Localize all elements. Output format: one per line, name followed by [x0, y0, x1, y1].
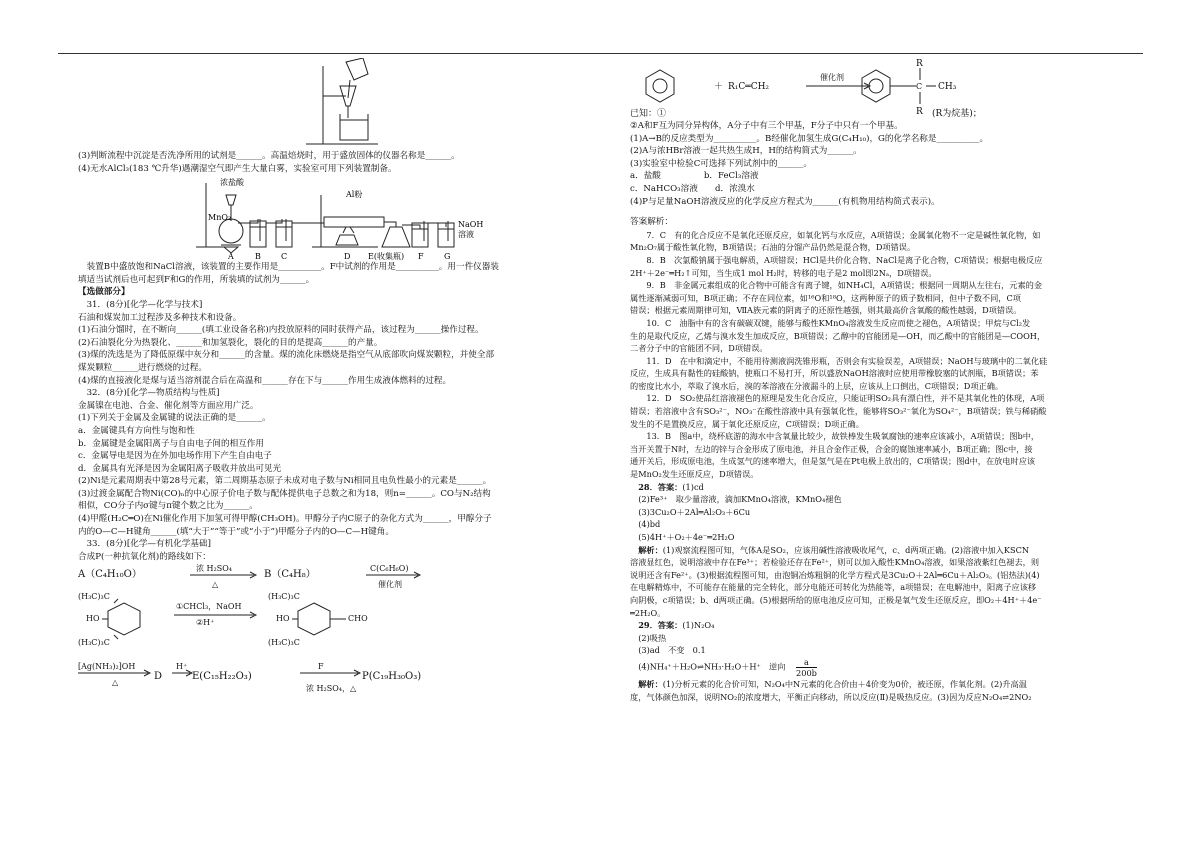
condition-conc-h2so4-heat: 浓 H₂SO₄，△: [306, 684, 357, 694]
analysis-28-line: ═2H₂O。: [630, 607, 666, 618]
answer-line: 8．B 次氯酸钠属于强电解质，A项错误；HCl是共价化合物、NaCl是离子化合物，C项错误；根据电极反应: [630, 254, 1043, 265]
answer-29-item: (3)ad 不变 0.1: [638, 645, 706, 656]
reagent-chcl3: ①CHCl₃，NaOH: [176, 602, 242, 612]
alcl3-apparatus-figure: [78, 175, 558, 261]
reagent-h-plus-2: H⁺: [176, 662, 188, 672]
answer-line: 的密度比水小，萃取了溴水后，溴的苯溶液在分液漏斗的上层，应该从上口倒出，C项错误；D项正确。: [630, 380, 1004, 391]
analysis-28-line: 在电解精炼中，不可能存在能量的完全转化，部分电能还可转化为热能等，a项错误；在电解池中，阳离子应该移: [630, 582, 1037, 593]
q33-part: a．盐酸 b．FeCl₃溶液: [630, 171, 759, 182]
apparatus-letter-a: A: [228, 252, 234, 262]
conc-hcl-label: 浓盐酸: [220, 178, 244, 188]
elective-heading: 【选做部分】: [78, 287, 130, 298]
methyl-group: CH₃: [938, 82, 957, 92]
left-column: [78, 58, 578, 703]
answer-28-label: 28．答案：: [638, 481, 683, 492]
q31-line: (4)煤的直接液化是煤与适当溶剂混合后在高温和______存在下与______作用生成液体燃料的过程。: [78, 375, 452, 386]
answer-line: 当开关置于N时，左边的锌与合金形成了原电池，并且合金作正极，合金的腐蚀速率减小，B项正确；图c中，接: [630, 443, 1033, 454]
tbu-group: (H₃C)₃C: [268, 592, 300, 602]
answer-line: 二者分子中的官能团不同，D项错误。: [630, 343, 768, 354]
answer-28-item: (4)bd: [638, 519, 661, 530]
q31-line: 31．(8分)[化学—化学与技术]: [86, 299, 203, 310]
analysis-29-line: 度，气体颜色加深，说明NO₂的浓度增大，平衡正向移动，所以反应(Ⅱ)是吸热反应。(3)因为反应N₂O₄⇌2NO₂: [630, 691, 1032, 702]
answer-line: 发生的不是置换反应，属于氧化还原反应，C项错误；D项正确。: [630, 418, 864, 429]
fraction-numerator: a: [796, 657, 817, 668]
answer-line: 13．B 图a中，绕杯底游的海水中含氧量比较少，故铁棒发生吸氧腐蚀的速率应该减小，A项错误；图b中，: [630, 431, 1040, 442]
q32-line: d．金属具有光泽是因为金属阳离子吸收并放出可见光: [78, 463, 282, 474]
apparatus-letter-f: F: [418, 252, 424, 262]
analysis-28-line: (1)观察流程图可知，气体A是SO₂，应该用碱性溶液吸收尾气，c、d两项正确。(2)溶液中加入KSCN: [662, 544, 1030, 555]
q30-line-4: (4)无水AlCl₃(183 ℃升华)遇潮湿空气即产生大量白雾，实验室可用下列装置制备。: [78, 163, 397, 174]
answer-28-item: (1)cd: [682, 481, 704, 492]
condition-heat: △: [112, 678, 119, 688]
q32-line: 32．(8分)[化学—物质结构与性质]: [86, 388, 220, 399]
answer-line: 是MnO₂发生还原反应，D项错误。: [630, 469, 759, 480]
cho-group: CHO: [348, 614, 368, 624]
analysis-29-line: (1)分析元素的化合价可知，N₂O₄中N元素的化合价由＋4价变为0价，被还原，作氧化剂。(2)升高温: [662, 678, 1027, 689]
analysis-28-label: 解析：: [638, 544, 663, 555]
q33-line: 合成P(一种抗氧化剂)的路线如下：: [78, 551, 211, 562]
q31-line: (3)煤的洗选是为了降低原煤中灰分和______的含量。煤的流化床燃烧是指空气从底部吹向煤炭颗粒，并使全部: [78, 350, 495, 361]
reagent-tollens: [Ag(NH₃)₂]OH: [78, 662, 136, 672]
ho-group: HO: [86, 614, 100, 624]
header-rule: [58, 53, 1143, 54]
q33-part: (3)实验室中检验C可选择下列试剂中的______。: [630, 158, 813, 169]
answer-29-label: 29．答案：: [638, 620, 683, 631]
apparatus-letter-g: G: [444, 252, 451, 262]
reagent-conc-h2so4: 浓 H₂SO₄: [196, 564, 232, 574]
q31-line: (2)石油裂化分为热裂化、______和加氢裂化，裂化的目的是提高______的产量。: [78, 337, 383, 348]
alkene-reagent: R₁C═CH₂: [728, 82, 770, 92]
q32-line: (2)Ni是元素周期表中第28号元素，第二周期基态原子未成对电子数与Ni相同且电负性最小的元素是______。: [78, 476, 492, 487]
tbu-group: (H₃C)₃C: [78, 638, 110, 648]
compound-a: A（C₄H₁₀O）: [78, 569, 142, 581]
known-reaction-scheme: [630, 58, 1150, 120]
reagent-f: F: [318, 662, 324, 672]
synthesis-scheme: [78, 563, 558, 703]
condition-heat: △: [212, 580, 219, 590]
r-note: (R为烷基)；: [932, 109, 982, 119]
answer-line: 12．D SO₂使品红溶液褪色的原理是发生化合反应，只能证明SO₂具有漂白性，并不是其氧化性的体现，A项: [630, 393, 1045, 404]
al-powder-label: Al粉: [346, 190, 363, 200]
known-catalyst: 催化剂: [820, 73, 844, 82]
reagent-catalyst: 催化剂: [378, 580, 402, 590]
q32-line: (3)过渡金属配合物Ni(CO)ₙ的中心原子价电子数与配体提供电子总数之和为18，则n=______。CO与N₂结构: [78, 488, 491, 499]
answer-line: 7．C 有的化合反应不是氧化还原反应，如氧化钙与水反应，A项错误；金属氧化物不一定是碱性氧化物，如: [630, 229, 1041, 240]
filtration-apparatus-figure: [78, 58, 558, 150]
solution-label: 溶液: [458, 230, 474, 240]
answer-line: 错误；若溶液中含有SO₃²⁻，NO₃⁻在酸性溶液中具有强氧化性，能够将SO₃²⁻氧化为SO₄²⁻，B项错误；铁与稀硝酸: [630, 406, 1047, 417]
q33-part: (1)A→B的反应类型为__________。B经催化加氢生成G(C₄H₁₀)，G的化学名称是__________。: [630, 133, 989, 144]
q30-line-3: (3)判断流程中沉淀是否洗净所用的试剂是______。高温焙烧时，用于盛放固体的仪器名称是______。: [78, 151, 460, 161]
answer-line: 10．C 油脂中有的含有碳碳双键，能够与酸性KMnO₄溶液发生反应而使之褪色，A项错误；甲烷与Cl₂发: [630, 317, 1031, 328]
fraction-denominator: 200b: [796, 667, 817, 678]
analysis-28-line: 溶液显红色，说明溶液中存在Fe³⁺；若检验还存在Fe²⁺，则可以加入酸性KMnO₄溶液，如果溶液紫红色褪去，则: [630, 557, 1040, 568]
svg-text:C: C: [916, 82, 923, 91]
ho-group: HO: [276, 614, 290, 624]
answer-28-item: (5)4H⁺＋O₂＋4e⁻═2H₂O: [638, 532, 735, 542]
apparatus-letter-c: C: [281, 252, 288, 262]
q33-part: (4)P与足量NaOH溶液反应的化学反应方程式为______(有机物用结构简式表示)。: [630, 196, 940, 207]
q33-part: (2)A与浓HBr溶液一起共热生成H，H的结构简式为______。: [630, 146, 862, 157]
answer-line: 错误；根据元素周期律可知，ⅦA族元素的阴离子的还原性越强，则其最高价含氧酸的酸性越弱，D项错误。: [630, 305, 1022, 316]
answer-line: 属性逐渐减弱可知，B项正确；不存在同位素，如¹⁶O和¹⁸O，这两种原子的质子数相同，但中子数不同，C项: [630, 292, 1021, 303]
answer-line: Mn₂O₇属于酸性氧化物，B项错误；石油的分馏产品仍然是混合物，D项错误。: [630, 242, 916, 253]
mno2-label: MnO₂: [208, 213, 232, 223]
q32-line: (1)下列关于金属及金属键的说法正确的是______。: [78, 413, 271, 424]
q32-line: 内的O—C—H键角______(填“大于”“等于”或“小于”)甲醛分子内的O—C—H键角。: [78, 526, 394, 537]
q31-line: 石油和煤炭加工过程涉及多种技术和设备。: [78, 312, 242, 323]
answer-29-item: (2)吸热: [638, 632, 667, 643]
analysis-28-line: 向阴极，c项错误；b、d两项正确。(5)根据所给的原电池反应可知，正极是氧气发生还原反应，即O₂＋4H⁺＋4e⁻: [630, 594, 1042, 605]
answer-28-item: (3)3Cu₂O＋2Al═Al₂O₃＋6Cu: [638, 506, 751, 517]
q32-line: a．金属键具有方向性与饱和性: [78, 425, 195, 436]
analysis-28-line: 说明还含有Fe²⁺。(3)根据流程图可知，由泡铜冶炼粗铜的化学方程式是3Cu₂O＋2Al═6Cu＋Al₂O₃。(铝热法)(4): [630, 569, 1040, 580]
apparatus-letter-e: E(收集瓶): [368, 252, 405, 262]
q33-part: ②A和F互为同分异构体，A分子中有三个甲基，F分子中只有一个甲基。: [630, 121, 903, 131]
compound-d: D: [154, 671, 163, 683]
answer-29-item: (1)N₂O₄: [682, 620, 715, 631]
q30-tail-2: 填适当试剂后也可起到F和G的作用，所装填的试剂为______。: [78, 274, 315, 285]
reagent-h-plus: ②H⁺: [196, 618, 215, 628]
r-group-top: R: [916, 59, 923, 69]
apparatus-letter-d: D: [344, 252, 351, 262]
compound-p: P(C₁₉H₃₀O₃): [362, 671, 422, 683]
q32-line: 金属镍在电池、合金、催化剂等方面应用广泛。: [78, 400, 259, 411]
q31-line: 煤炭颗粒______进行燃烧的过程。: [78, 362, 207, 373]
right-column: [630, 58, 1150, 703]
q31-line: (1)石油分馏时，在不断向______(填工业设备名称)内投放原料的同时获得产品，该过程为______操作过程。: [78, 325, 484, 336]
answer-29-item: (4)NH₄⁺＋H₂O⇌NH₃·H₂O＋H⁺ 逆向: [638, 661, 786, 672]
q32-line: c．金属导电是因为在外加电场作用下产生自由电子: [78, 451, 272, 462]
apparatus-letter-b: B: [255, 252, 261, 262]
reagent-c: C(C₆H₆O): [370, 564, 409, 574]
q30-tail-1: 装置B中盛放饱和NaCl溶液，该装置的主要作用是__________。F中试剂的作用是__________。用一件仪器装: [86, 262, 499, 273]
naoh-label: NaOH: [458, 220, 484, 230]
compound-b: B（C₄H₈）: [264, 569, 316, 581]
answer-heading: 答案解析：: [630, 217, 673, 228]
q32-line: b．金属键是金属阳离子与自由电子间的相互作用: [78, 438, 264, 449]
answer-line: 通开关后，形成原电池，生成氢气的速率增大，但是氢气是在Pt电极上放出的，C项错误；图d中，在放电时应该: [630, 456, 1036, 467]
answer-line: 反应，生成具有黏性的硅酸钠，使瓶口不易打开，所以盛放NaOH溶液时应使用带橡胶塞的试剂瓶，B项错误；苯: [630, 368, 1039, 379]
r-group-bottom: R: [916, 107, 923, 117]
compound-e: E(C₁₅H₂₂O₃): [192, 671, 252, 683]
answer-line: 2H⁺＋2e⁻═H₂↑可知，当生成1 mol H₂时，转移的电子是2 mol即2Nₐ，D项错误。: [630, 267, 937, 278]
q33-line: 33．(8分)[化学—有机化学基础]: [86, 539, 211, 550]
known-label: 已知：①: [630, 109, 667, 119]
answer-28-item: (2)Fe³⁺ 取少量溶液，滴加KMnO₄溶液，KMnO₄褪色: [638, 494, 842, 505]
plus-sign: ＋: [714, 82, 724, 92]
answer-line: 9．B 非金属元素组成的化合物中可能含有离子键，如NH₄Cl，A项错误；根据同一周期从左往右，元素的金: [630, 280, 1043, 291]
q33-part: c．NaHCO₃溶液 d．浓溴水: [630, 183, 755, 194]
q32-line: 相似，CO分子内σ键与π键个数之比为______。: [78, 501, 258, 512]
analysis-29-label: 解析：: [638, 678, 663, 689]
answer-line: 生的是取代反应，乙烯与溴水发生加成反应，B项错误；乙醇中的官能团是—OH，而乙酸中的官能团是—COOH，: [630, 330, 1046, 341]
answer-line: 11．D 在中和滴定中，不能用待测液润洗锥形瓶，否则会有实验误差，A项错误；NaOH与玻璃中的二氧化硅: [630, 355, 1048, 366]
tbu-group: (H₃C)₃C: [78, 592, 110, 602]
tbu-group: (H₃C)₃C: [268, 638, 300, 648]
q32-line: (4)甲醛(H₂C═O)在Ni催化作用下加氢可得甲醇(CH₃OH)。甲醇分子内C原子的杂化方式为______，甲醇分子: [78, 514, 492, 525]
